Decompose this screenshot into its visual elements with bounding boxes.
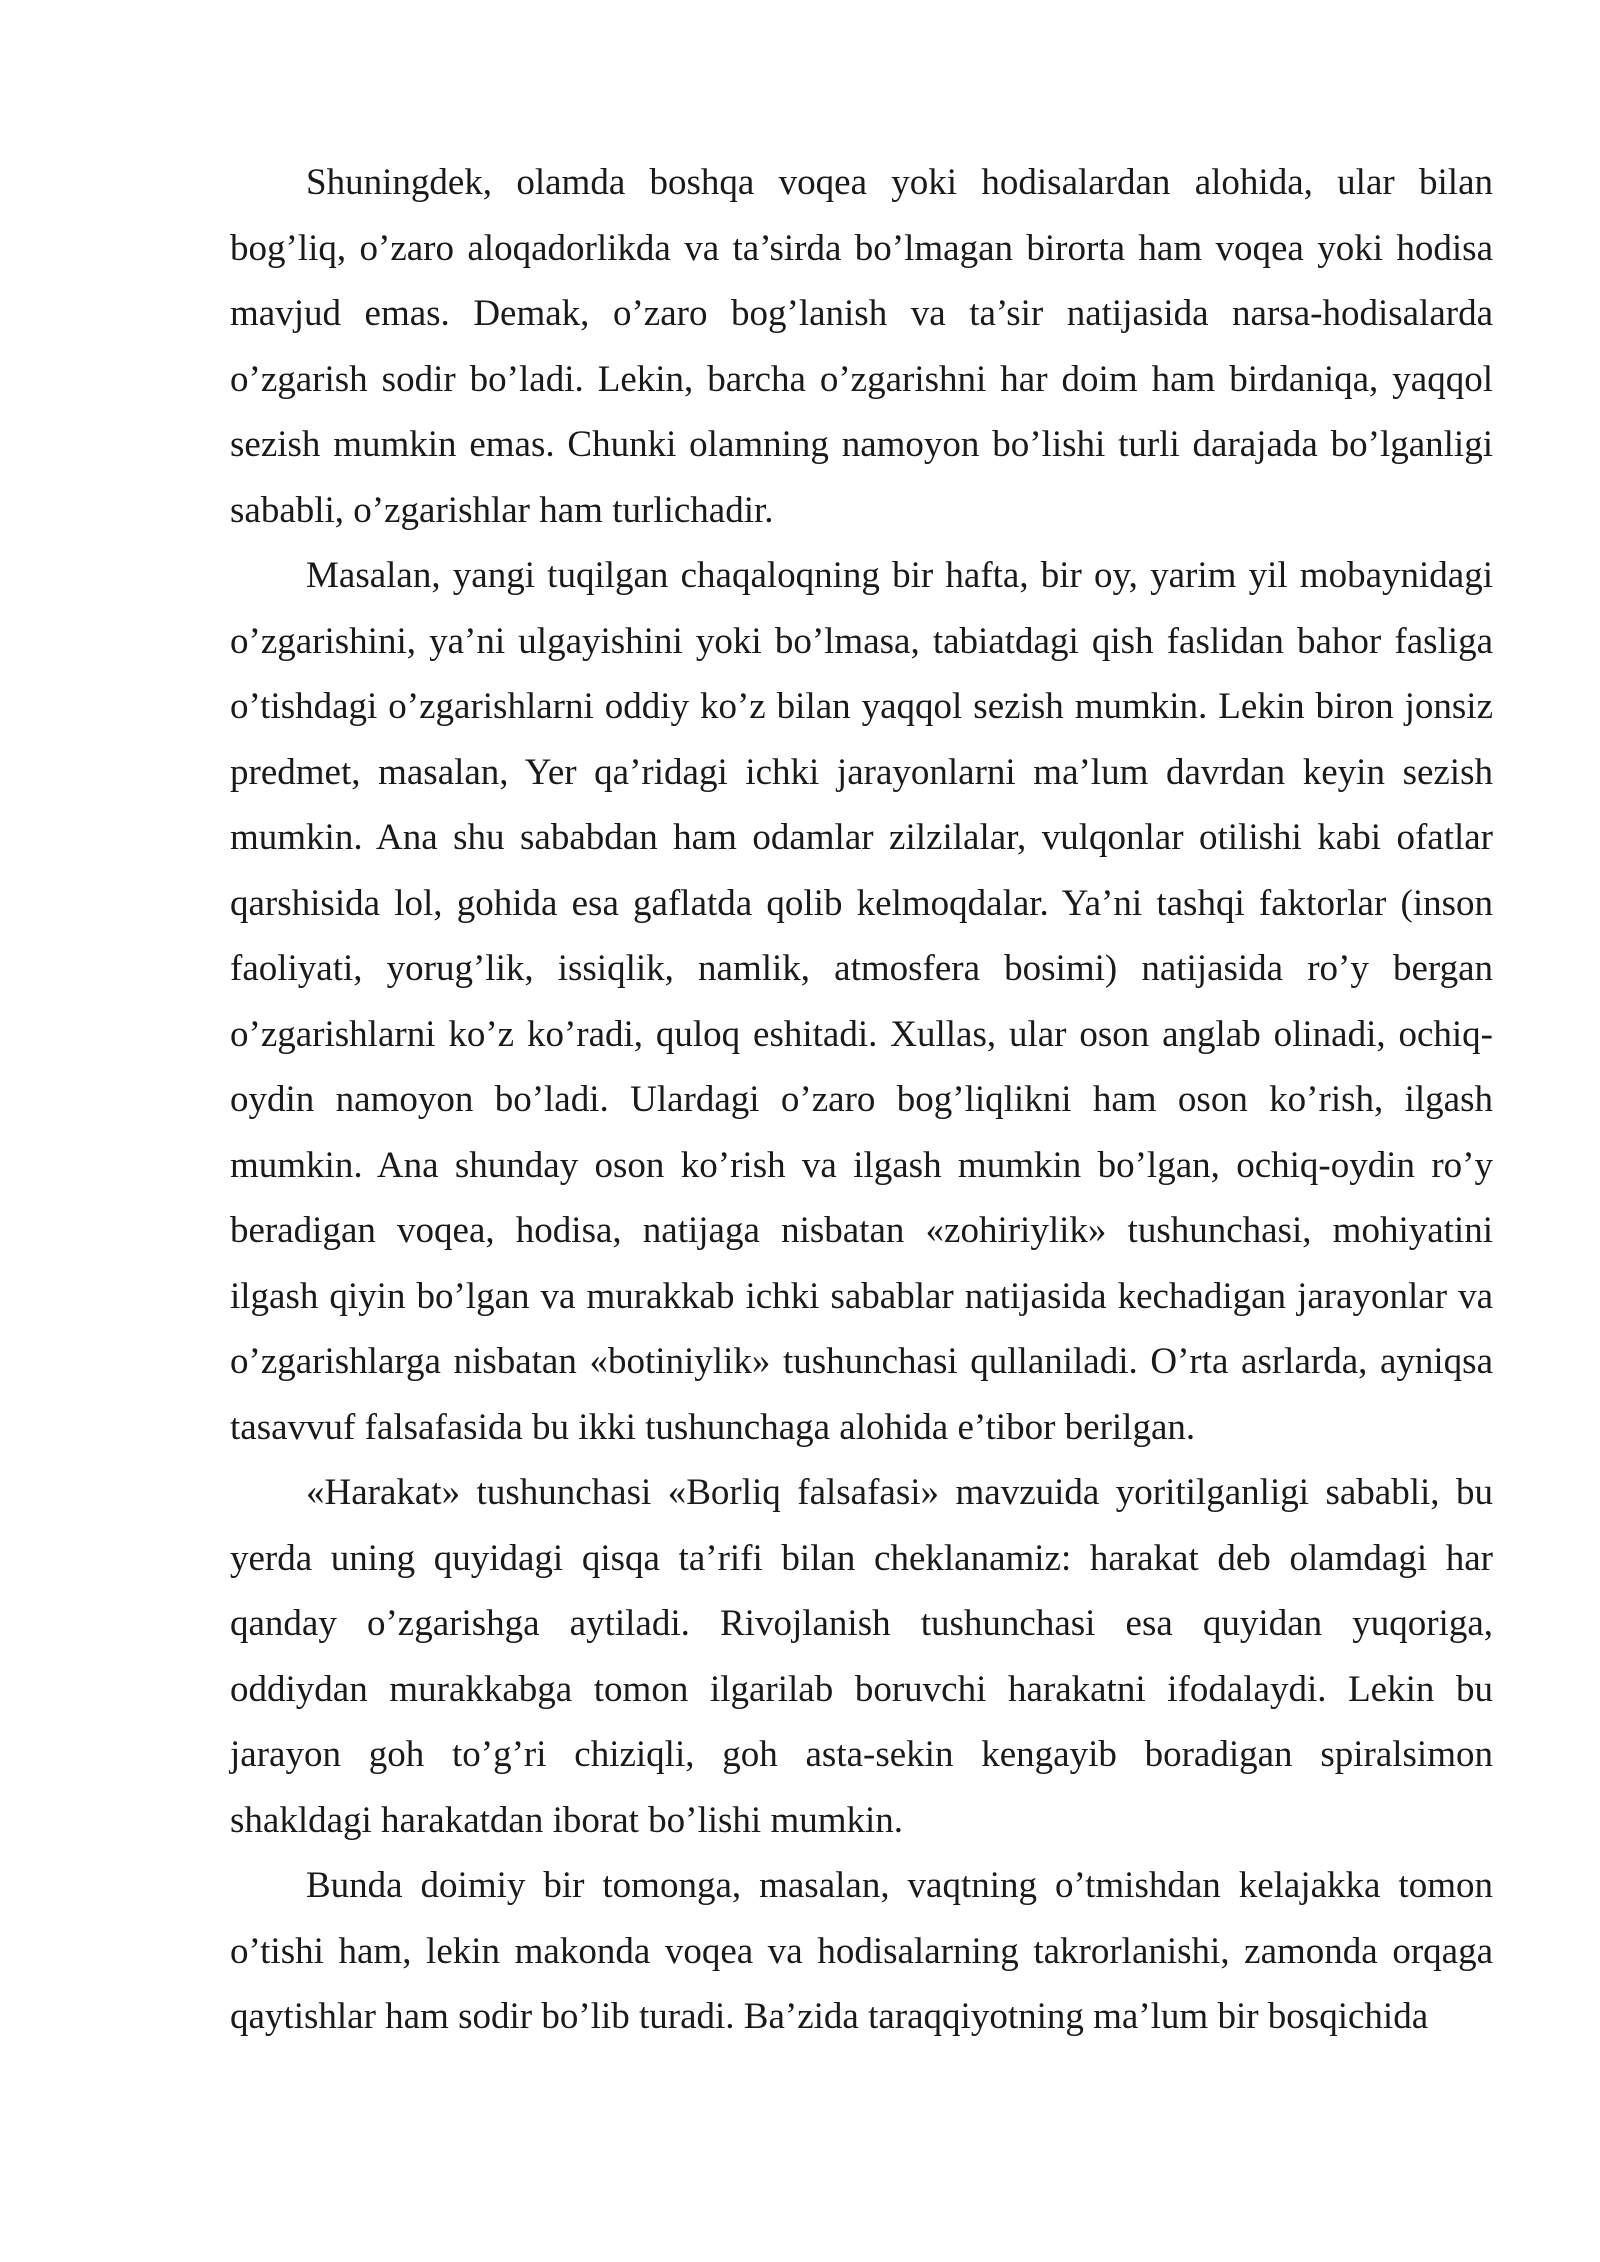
paragraph-2: Masalan, yangi tuqilgan chaqaloqning bir hafta, bir oy, yarim yil mobaynidagi o’zgarishini, ya’ni ulgayishini yoki bo’lmasa, tabiatdagi qish faslidan bahor fasliga o’tishdagi o’zgarishlarni oddiy ko’z bilan yaqqol sezish mumkin. Lekin biron jonsiz predmet, masalan, Yer qa’ridagi ichki jarayonlarni ma’lum davrdan keyin sezish mumkin. Ana shu sababdan ham odamlar zilzilalar, vulqonlar otilishi kabi ofatlar qarshisida lol, gohida esa gaflatda qolib kelmoqdalar. Ya’ni tashqi faktorlar (inson faoliyati, yorug’lik, issiqlik, namlik, atmosfera bosimi) natijasida ro’y bergan o’zgarishlarni ko’z ko’radi, quloq eshitadi. Xullas, ular oson anglab olinadi, ochiq-oydin namoyon bo’ladi. Ulardagi o’zaro bog’liqlikni ham oson ko’rish, ilgash mumkin. Ana shunday oson ko’rish va ilgash mumkin bo’lgan, ochiq-oydin ro’y beradigan voqea, hodisa, natijaga nisbatan «zohiriylik» tushunchasi, mohiyatini ilgash qiyin bo’lgan va murakkab ichki sabablar natijasida kechadigan jarayonlar va o’zgarishlarga nisbatan «botiniylik» tushunchasi qullaniladi. O’rta asrlarda, ayniqsa tasavvuf falsafasida bu ikki tushunchaga alohida e’tibor berilgan. [230, 555, 1493, 1448]
document-page [230, 150, 1493, 2050]
paragraph-3: «Harakat» tushunchasi «Borliq falsafasi» mavzuida yoritilganligi sababli, bu yerda uning quyidagi qisqa ta’rifi bilan cheklanamiz: harakat deb olamdagi har qanday o’zgarishga aytiladi. Rivojlanish tushunchasi esa quyidan yuqoriga, oddiydan murakkabga tomon ilgarilab boruvchi harakatni ifodalaydi. Lekin bu jarayon goh to’g’ri chiziqli, goh asta-sekin kengayib boradigan spiralsimon shakldagi harakatdan iborat bo’lishi mumkin. [230, 1472, 1493, 1841]
paragraph-4: Bunda doimiy bir tomonga, masalan, vaqtning o’tmishdan kelajakka tomon o’tishi ham, lekin makonda voqea va hodisalarning takrorlanishi, zamonda orqaga qaytishlar ham sodir bo’lib turadi. Ba’zida taraqqiyotning ma’lum bir bosqichida [230, 1865, 1493, 2037]
paragraph-1: Shuningdek, olamda boshqa voqea yoki hodisalardan alohida, ular bilan bog’liq, o’zaro aloqadorlikda va ta’sirda bo’lmagan birorta ham voqea yoki hodisa mavjud emas. Demak, o’zaro bog’lanish va ta’sir natijasida narsa-hodisalarda o’zgarish sodir bo’ladi. Lekin, barcha o’zgarishni har doim ham birdaniqa, yaqqol sezish mumkin emas. Chunki olamning namoyon bo’lishi turli darajada bo’lganligi sababli, o’zgarishlar ham turlichadir. [230, 162, 1493, 531]
